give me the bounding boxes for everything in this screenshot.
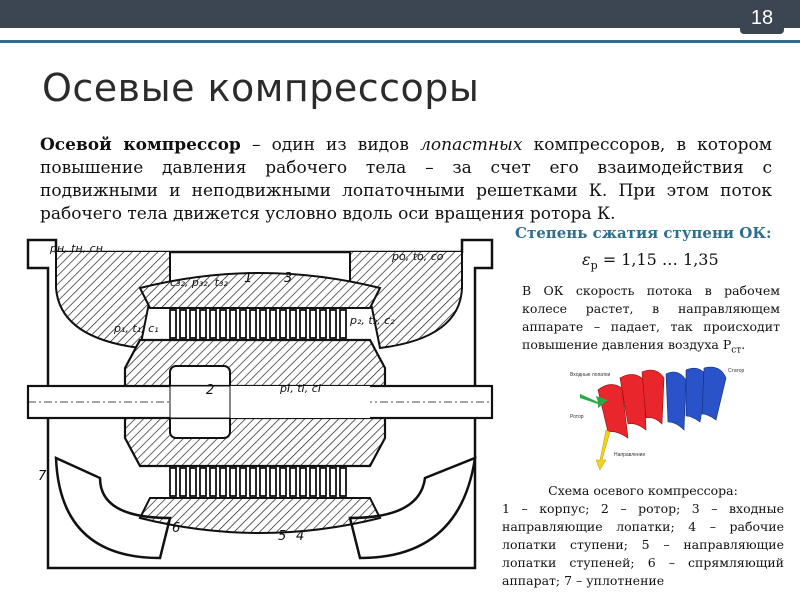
label-mid: pI, tI, cI <box>280 382 322 395</box>
label-stage-in: c₃₂, p₃₂, t₃₂ <box>170 276 228 289</box>
intro-part2: компрессоров, в котором повышение давления рабочего тела – за счет его взаимодействия с подвижными и неподвижными лопаточными решетками К. При этом поток рабочего тела движется условно вдоль оси вращения ротора К. <box>40 135 772 224</box>
note-subscript: ст <box>731 345 742 356</box>
pressure-ratio-formula <box>582 250 719 272</box>
outlet-arrow <box>596 430 610 470</box>
intro-part1: – один из видов <box>240 135 421 155</box>
stage-label-flow: Направление <box>614 452 646 458</box>
flow-note <box>522 282 780 360</box>
slide-number: 18 <box>740 2 784 34</box>
stage-blades-figure <box>550 360 770 472</box>
intro-paragraph <box>40 134 772 226</box>
stage-label-rotor: Ротор <box>570 414 584 420</box>
formula-symbol: ε <box>582 250 591 269</box>
slide-title: Осевые компрессоры <box>42 66 480 110</box>
label-outlet: pо, tо, cо <box>392 250 444 263</box>
intro-italic-word: лопастных <box>420 135 523 155</box>
caption-body: 1 – корпус; 2 – ротор; 3 – входные направляющие лопатки; 4 – рабочие лопатки ступени; 5 – направляющие лопатки ступеней; 6 – спрямляющий аппарат; 7 – уплотнение <box>502 501 784 588</box>
formula-value: = 1,15 … 1,35 <box>597 250 719 269</box>
note-text: В ОК скорость потока в рабочем колесе растет, в направляющем аппарате – падает, так происходит повышение давления воздуха P <box>522 283 780 352</box>
diagram-caption <box>502 482 784 590</box>
label-left: p₁, t₁, c₁ <box>114 322 159 335</box>
label-right: p₂, t₂, c₂ <box>350 314 395 327</box>
callout-4: 4 <box>296 529 305 544</box>
intro-term: Осевой компрессор <box>40 135 241 155</box>
rotor-blades <box>598 370 664 438</box>
callout-1: 1 <box>244 271 253 286</box>
stage-label-inlet: Входные лопатки <box>570 372 611 378</box>
stator-blades <box>666 367 726 430</box>
compressor-section-drawing <box>20 228 502 592</box>
callout-3: 3 <box>284 271 293 286</box>
upper-blade-row <box>170 310 346 338</box>
callout-2: 2 <box>206 383 215 398</box>
top-bar <box>0 0 800 28</box>
caption-title: Схема осевого компрессора: <box>548 483 738 498</box>
stage-label-stator: Статор <box>728 368 745 374</box>
callout-7: 7 <box>38 469 47 484</box>
formula-subscript: р <box>590 259 598 273</box>
callout-6: 6 <box>172 521 181 536</box>
label-inlet: pн, tн, cн <box>50 242 103 255</box>
callout-5: 5 <box>278 529 287 544</box>
pressure-ratio-title: Степень сжатия ступени ОК: <box>515 224 772 242</box>
lower-blade-row <box>170 468 346 496</box>
accent-line <box>0 40 800 43</box>
note-suffix: . <box>741 337 746 352</box>
